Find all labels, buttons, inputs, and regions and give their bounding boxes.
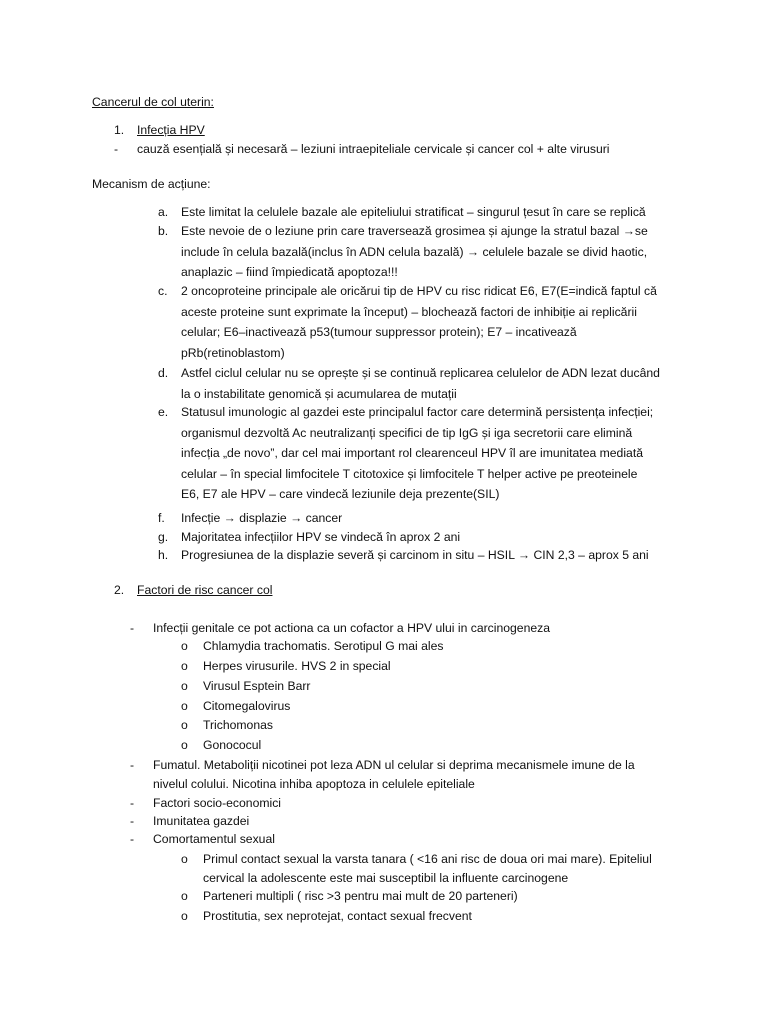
list-item-line: infecția „de novo”, dar cel mai important rol clearenceul HPV îl are imunitatea mediată bbox=[181, 446, 643, 460]
document-title: Cancerul de col uterin: bbox=[92, 95, 214, 109]
dash-marker: - bbox=[130, 814, 135, 828]
list-item-line: E6, E7 ale HPV – care vindecă leziunile deja prezente(SIL) bbox=[181, 487, 500, 501]
list-item-line: Infecții genitale ce pot actiona ca un cofactor a HPV ului in carcinogeneza bbox=[153, 621, 551, 635]
list-item-line: pRb(retinoblastom) bbox=[181, 345, 285, 360]
list-item-line: celular; E6–inactivează p53(tumour suppressor protein); E7 – incativează bbox=[181, 325, 577, 339]
list-item-line: Chlamydia trachomatis. Serotipul G mai ales bbox=[203, 639, 444, 653]
list-marker: e. bbox=[158, 405, 169, 419]
list-item-line: Este nevoie de o leziune prin care traversează grosimea și ajunge la stratul bazal →se bbox=[181, 224, 648, 238]
list-marker: f. bbox=[158, 511, 165, 525]
list-item-line: Este limitat la celulele bazale ale epiteliului stratificat – singurul țesut în care se replică bbox=[181, 205, 646, 219]
list-item-line: Gonococul bbox=[203, 738, 262, 752]
list-item-line: Virusul Esptein Barr bbox=[203, 679, 311, 693]
list-item-line: celular – în special limfocitele T citotoxice și limfocitele T helper active pe preoteinele bbox=[181, 466, 638, 481]
list-item-line: Astfel ciclul celular nu se oprește și se continuă replicarea celulelor de ADN lezat ducând bbox=[181, 366, 660, 380]
section-heading: Infecția HPV bbox=[137, 123, 205, 137]
sub-bullet-marker: o bbox=[181, 718, 188, 732]
list-item-line: Parteneri multipli ( risc >3 pentru mai mult de 20 parteneri) bbox=[203, 889, 518, 903]
dash-marker: - bbox=[130, 621, 135, 635]
list-item-line: Citomegalovirus bbox=[203, 699, 291, 713]
list-item-line: la o instabilitate genomică și acumularea de mutații bbox=[181, 386, 457, 401]
list-item-line: include în celula bazală(inclus în ADN celula bazală) → celulele bazale se divid haotic, bbox=[181, 244, 648, 259]
list-item-line: aceste proteine sunt exprimate la început) – blochează factori de inhibiție ai replicării bbox=[181, 304, 637, 319]
list-item-line: Statusul imunologic al gazdei este principalul factor care determină persistența infecției; bbox=[181, 405, 654, 419]
list-marker: d. bbox=[158, 366, 169, 380]
sub-bullet-marker: o bbox=[181, 699, 188, 713]
list-item-line: Primul contact sexual la varsta tanara ( <16 ani risc de doua ori mai mare). Epiteliul bbox=[203, 852, 652, 866]
mechanism-heading: Mecanism de acțiune: bbox=[92, 177, 211, 191]
list-item-line: Progresiunea de la displazie severă și carcinom in situ – HSIL → CIN 2,3 – aprox 5 ani bbox=[181, 548, 649, 562]
list-marker: g. bbox=[158, 530, 169, 544]
list-item-line: Imunitatea gazdei bbox=[153, 814, 250, 828]
list-item-line: organismul dezvoltă Ac neutralizanți specifici de tip IgG și iga secretorii care elimină bbox=[181, 425, 633, 440]
list-item-line: Majoritatea infecțiilor HPV se vindecă în aprox 2 ani bbox=[181, 530, 461, 544]
section-heading: Factori de risc cancer col bbox=[137, 583, 273, 597]
sub-bullet-marker: o bbox=[181, 679, 188, 693]
list-marker: b. bbox=[158, 224, 169, 238]
sub-bullet-marker: o bbox=[181, 889, 188, 903]
sub-bullet-marker: o bbox=[181, 909, 188, 923]
section-number: 1. bbox=[114, 123, 125, 137]
dash-marker: - bbox=[130, 796, 135, 810]
sub-bullet-marker: o bbox=[181, 738, 188, 752]
list-item-line: Herpes virusurile. HVS 2 in special bbox=[203, 659, 391, 673]
list-item-line: anaplazic – fiind împiedicată apoptoza!!! bbox=[181, 265, 398, 279]
list-marker: h. bbox=[158, 548, 169, 562]
dash-marker: - bbox=[130, 758, 135, 772]
list-marker: a. bbox=[158, 205, 169, 219]
sub-bullet-marker: o bbox=[181, 852, 188, 866]
list-item-line: Trichomonas bbox=[203, 718, 273, 732]
section-bullet-text: cauză esențială și necesară – leziuni intraepiteliale cervicale și cancer col + alte virusuri bbox=[137, 142, 610, 156]
list-item-line: Prostitutia, sex neprotejat, contact sexual frecvent bbox=[203, 909, 472, 923]
sub-bullet-marker: o bbox=[181, 639, 188, 653]
list-item-line: Factori socio-economici bbox=[153, 796, 282, 810]
list-item-line: Infecție → displazie → cancer bbox=[181, 511, 343, 525]
dash-marker: - bbox=[114, 142, 119, 156]
sub-bullet-marker: o bbox=[181, 659, 188, 673]
list-item-line: 2 oncoproteine principale ale oricărui tip de HPV cu risc ridicat E6, E7(E=indică faptul că bbox=[181, 284, 657, 298]
dash-marker: - bbox=[130, 832, 135, 846]
list-item-line: cervical la adolescente este mai susceptibil la influente carcinogene bbox=[203, 871, 569, 885]
list-item-line: Comortamentul sexual bbox=[153, 832, 275, 846]
list-item-line: nivelul colului. Nicotina inhiba apoptoza in celulele epiteliale bbox=[153, 777, 475, 791]
list-item-line: Fumatul. Metaboliții nicotinei pot leza ADN ul celular si deprima mecanismele imune de la bbox=[153, 758, 635, 772]
list-marker: c. bbox=[158, 284, 168, 298]
section-number: 2. bbox=[114, 583, 125, 597]
